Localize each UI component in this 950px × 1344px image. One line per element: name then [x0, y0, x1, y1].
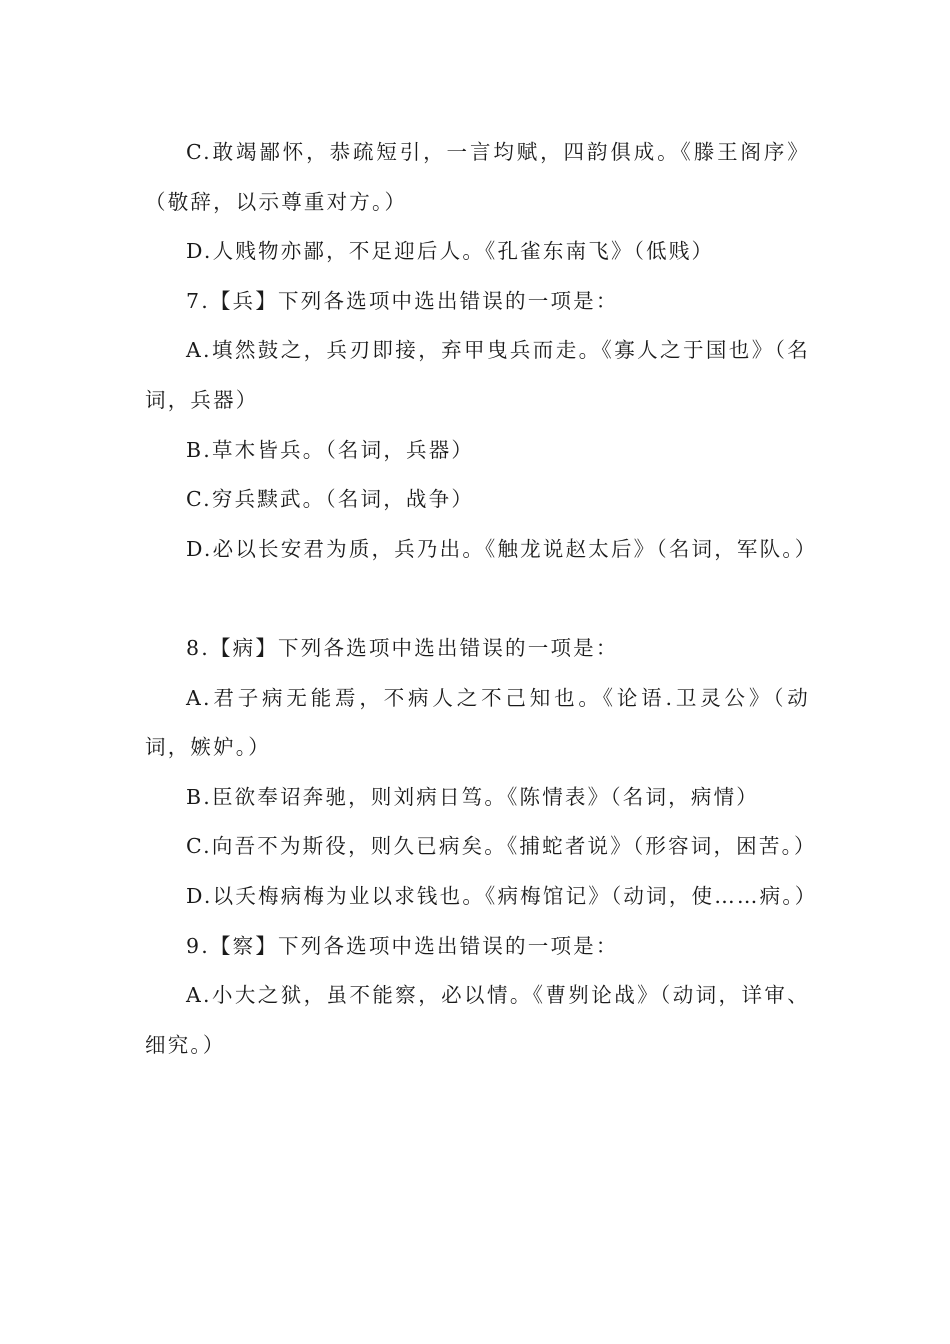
paragraph-7b-option: B.草木皆兵。（名词，兵器） — [186, 437, 475, 462]
paragraph-8d-option: D.以夭梅病梅为业以求钱也。《病梅馆记》（动词，使……病。） — [186, 883, 818, 908]
paragraph-9a-option: A.小大之狱，虽不能察，必以情。《曹刿论战》（动词，详审、细究。） — [145, 983, 810, 1057]
question-8-heading: 8.【病】下列各选项中选出错误的一项是： — [186, 635, 619, 660]
question-7-heading: 7.【兵】下列各选项中选出错误的一项是： — [186, 288, 619, 313]
paragraph-7c-option: C.穷兵黩武。（名词，战争） — [186, 487, 475, 512]
paragraph-6c-option: C.敢竭鄙怀，恭疏短引，一言均赋，四韵俱成。《滕王阁序》（敬辞，以示尊重对方。） — [145, 140, 810, 214]
paragraph-6d-option: D.人贱物亦鄙，不足迎后人。《孔雀东南飞》（低贱） — [186, 239, 715, 264]
paragraph-8b-option: B.臣欲奉诏奔驰，则刘病日笃。《陈情表》（名词，病情） — [186, 784, 759, 809]
document-body — [145, 128, 818, 1070]
paragraph-8a-option: A.君子病无能焉，不病人之不己知也。《论语.卫灵公》（动词，嫉妒。） — [145, 685, 810, 760]
paragraph-7d-option: D.必以长安君为质，兵乃出。《触龙说赵太后》（名词，军队。） — [186, 536, 818, 561]
paragraph-8c-option: C.向吾不为斯役，则久已病矣。《捕蛇者说》（形容词，困苦。） — [186, 834, 817, 859]
question-9-heading: 9.【察】下列各选项中选出错误的一项是： — [186, 933, 619, 958]
paragraph-7a-option: A.填然鼓之，兵刃即接，弃甲曳兵而走。《寡人之于国也》（名词，兵器） — [145, 338, 810, 412]
